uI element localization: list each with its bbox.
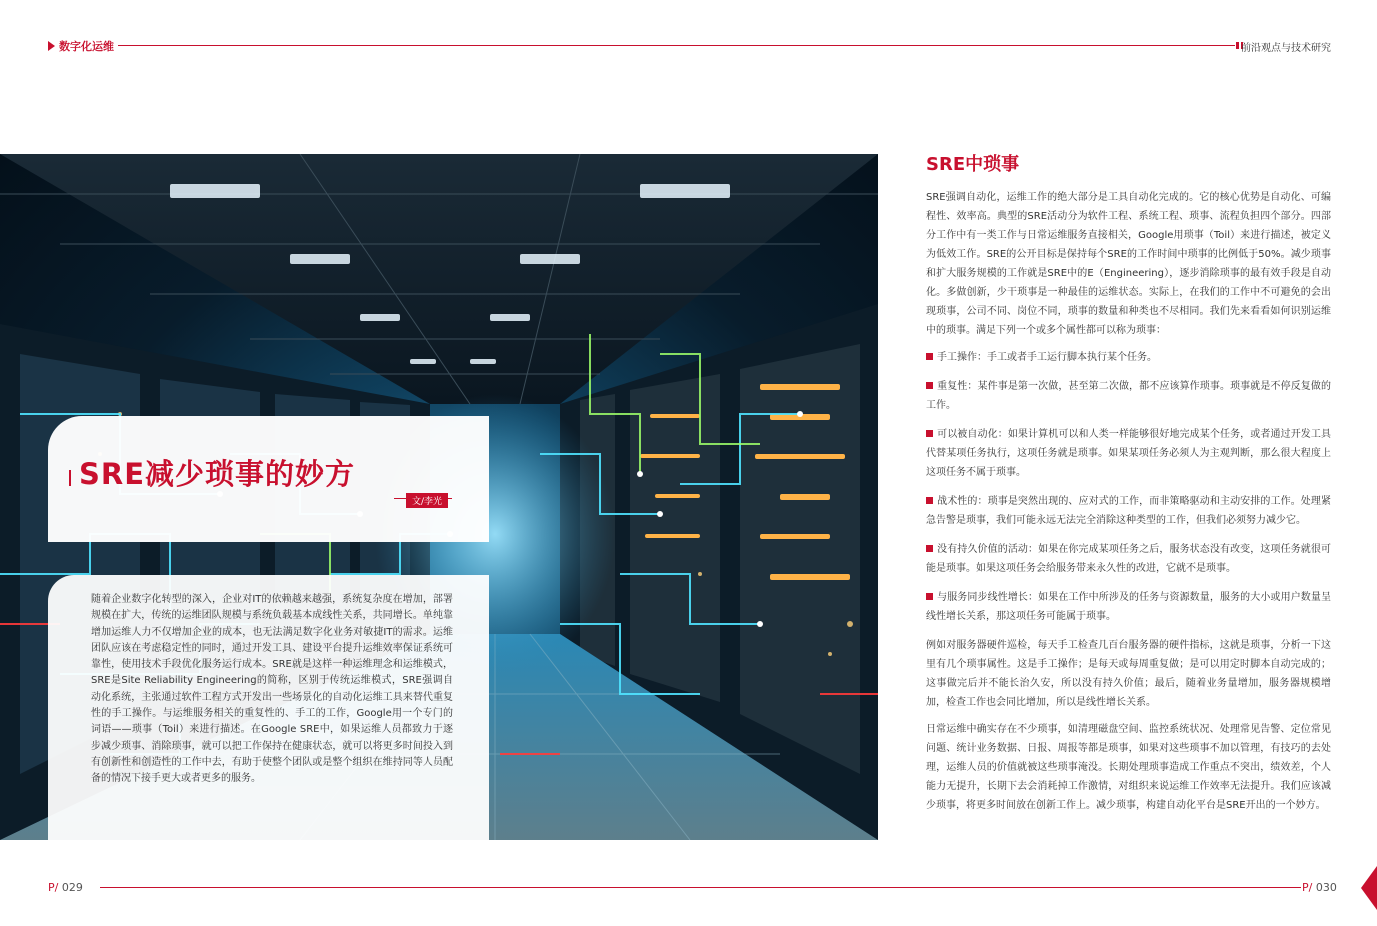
list-item: 重复性：某件事是第一次做，甚至第二次做，都不应该算作琐事。琐事就是不停反复做的工作。: [926, 381, 1331, 411]
list-item: 可以被自动化：如果计算机可以和人类一样能够很好地完成某个任务，或者通过开发工具代替某项任务执行，这项任务就是琐事。如果某项任务必须人为主观判断，那么很大程度上这项任务不属于琐事。: [926, 429, 1331, 478]
article-title-card: [48, 416, 489, 542]
column-title: 数字化运维: [59, 40, 114, 53]
section-heading: SRE中琐事: [926, 154, 1020, 175]
page-corner-arrow-icon: [1357, 866, 1377, 910]
list-item: 战术性的：琐事是突然出现的、应对式的工作，而非策略驱动和主动安排的工作。处理紧急告警是琐事，我们可能永远无法完全消除这种类型的工作，但我们必须努力减少它。: [926, 496, 1331, 526]
list-item: 没有持久价值的活动：如果在你完成某项任务之后，服务状态没有改变，这项任务就很可能是琐事。如果这项任务会给服务带来永久性的改进，它就不是琐事。: [926, 544, 1331, 574]
section-paragraph-3: 日常运维中确实存在不少琐事，如清理磁盘空间、监控系统状况、处理常见告警、定位常见问题、统计业务数据、日报、周报等都是琐事，如果对这些琐事不加以管理，有技巧的去处理，运维人员的价值就被这些琐事淹没。长期处理琐事造成工作重点不突出，绩效差，个人能力无提升，长期下去会消耗掉工作激情，对组织来说运维工作效率无法提升。我们应该减少琐事，将更多时间放在创新工作上。减少琐事，构建自动化平台是SRE开出的一个妙方。: [926, 724, 1331, 811]
section-label: 前沿观点与技术研究: [1241, 43, 1331, 54]
square-bullet-icon: [926, 545, 933, 552]
header-left: [48, 38, 114, 54]
square-bullet-icon: [926, 382, 933, 389]
header-rule: [118, 45, 1235, 46]
article-title: SRE减少琐事的妙方: [79, 457, 356, 491]
list-item: 手工操作：手工或者手工运行脚本执行某个任务。: [926, 348, 1331, 367]
square-bullet-icon: [926, 497, 933, 504]
section-paragraph-1: SRE强调自动化，运维工作的绝大部分是工具自动化完成的。它的核心优势是自动化、可编程性、效率高。典型的SRE活动分为软件工程、系统工程、琐事、流程负担四个部分。四部分工作中有一类工作与日常运维服务直接相关，Google用琐事（Toil）来进行描述，被定义为低效工作。SRE的公开目标是保持每个SRE的工作时间中琐事的比例低于50%。减少琐事和扩大服务规模的工作就是SRE中的E（Engineering），逐步消除琐事的最有效手段是自动化。多做创新，少干琐事是一种最佳的运维状态。实际上，在我们的工作中不可避免的会出现琐事，公司不同、岗位不同，琐事的数量和种类也不尽相同。我们先来看看如何识别运维中的琐事。满足下列一个或多个属性都可以称为琐事：: [926, 192, 1331, 336]
square-bullet-icon: [926, 353, 933, 360]
page-number-left: P/ 029: [48, 881, 83, 894]
square-bullet-icon: [926, 593, 933, 600]
play-triangle-icon: [48, 41, 55, 51]
list-item: 与服务同步线性增长：如果在工作中所涉及的任务与资源数量，服务的大小或用户数量呈线性增长关系，那这项任务可能属于琐事。: [926, 592, 1331, 622]
section-paragraph-2: 例如对服务器硬件巡检，每天手工检查几百台服务器的硬件指标，这就是琐事，分析一下这里有几个琐事属性。这是手工操作；是每天或每周重复做；是可以用定时脚本自动完成的；这事做完后并不能长治久安，所以没有持久价值；最后，随着业务量增加，服务器规模增加，检查工作也会同比增加，所以是线性增长关系。: [926, 640, 1331, 708]
square-bullet-icon: [926, 430, 933, 437]
header-bar-mark: [1236, 42, 1239, 49]
intro-card: [48, 575, 489, 840]
article-column: [926, 150, 1331, 823]
page-number-right: P/ 030: [1302, 881, 1337, 894]
footer-rule: [100, 887, 1301, 888]
intro-paragraph: 随着企业数字化转型的深入，企业对IT的依赖越来越强，系统复杂度在增加，部署规模在扩大，传统的运维团队规模与系统负载基本成线性关系，共同增长。单纯靠增加运维人力不仅增加企业的成本，也无法满足数字化业务对敏捷IT的需求。运维团队应该在考虑稳定性的同时，通过开发工具、建设平台提升运维效率保证系统可靠性，使用技术手段优化服务运行成本。SRE就是这样一种运维理念和运维模式，SRE是Site Reliability Engineering的简称，区别于传统运维模式，SRE强调自动化系统，主张通过软件工程方式开发出一些场景化的自动化运维工具来替代重复性的手工操作。与运维服务相关的重复性的、手工的工作，Google用一个专门的词语——琐事（Toil）来进行描述。在Google SRE中，如果运维人员都致力于逐步减少琐事、消除琐事，就可以把工作保持在健康状态，就可以将更多时间投入到有创新性和创造性的工作中去，有助于使整个团队或是整个组织在维持同等人员配备的情况下接手更大或者更多的服务。: [91, 594, 453, 785]
author-byline: 文/李光: [406, 493, 448, 508]
title-accent-bar: [69, 470, 71, 486]
